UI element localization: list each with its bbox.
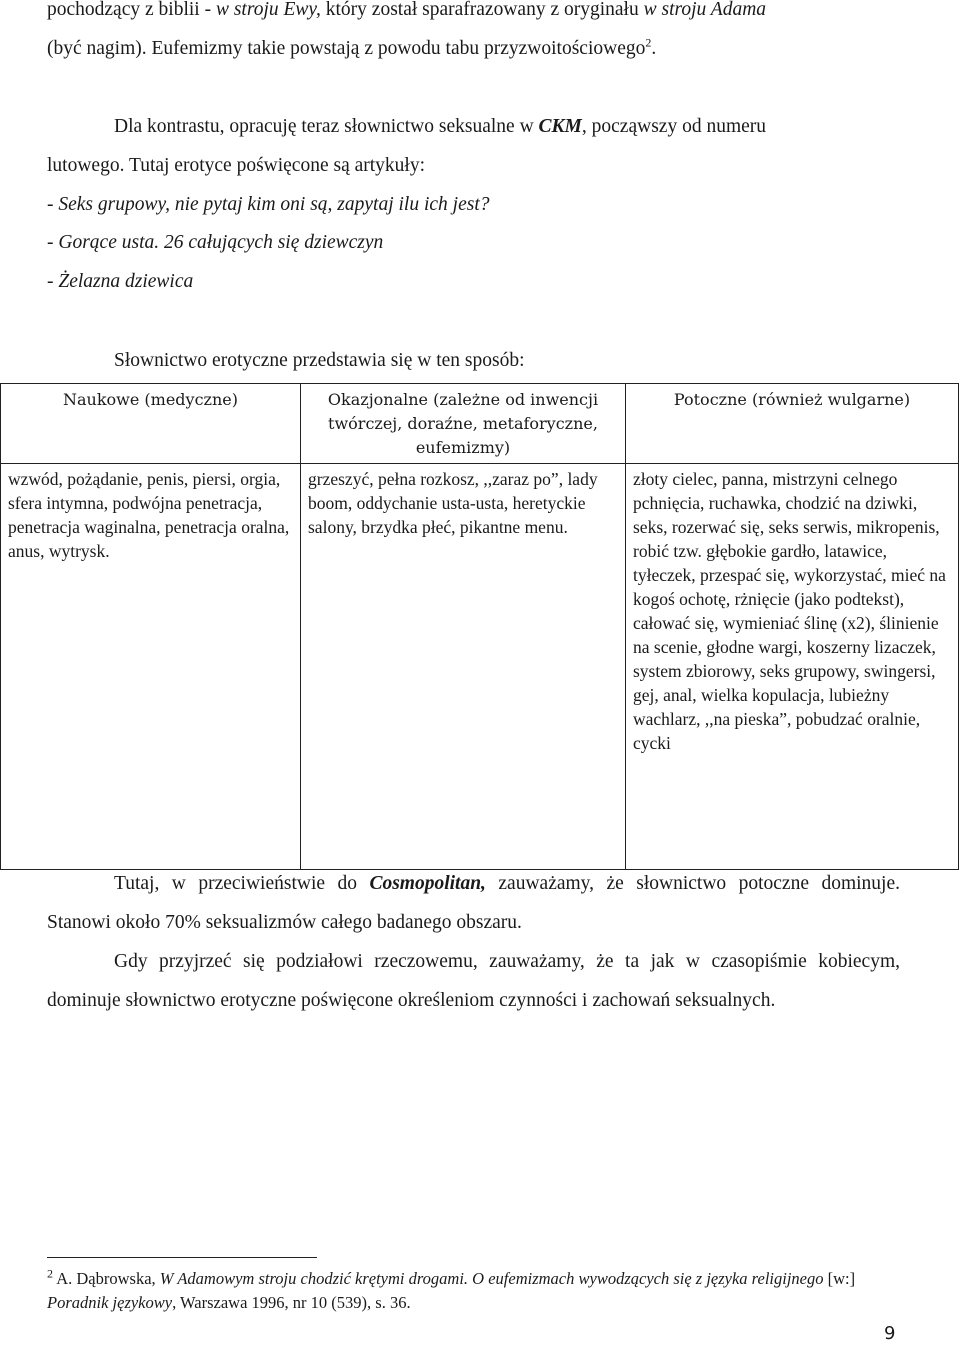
- ckm-line-2: lutowego. Tutaj erotyce poświęcone są artykuły:: [47, 155, 426, 176]
- footnote-ref[interactable]: 2: [645, 35, 652, 50]
- table-row: [1, 464, 959, 870]
- article-item: - Gorące usta. 26 całujących się dziewczyn: [47, 232, 384, 253]
- header-colloquial: Potoczne (również wulgarne): [626, 384, 959, 464]
- table-header-row: [1, 384, 959, 464]
- magazine-name: Cosmopolitan,: [369, 873, 486, 894]
- table-intro: Słownictwo erotyczne przedstawia się w ten sposób:: [114, 350, 525, 371]
- article-item: - Żelazna dziewica: [47, 271, 194, 292]
- cell-colloquial: złoty cielec, panna, mistrzyni celnego pchnięcia, ruchawka, chodzić na dziwki, seks, rozerwać się, seks serwis, mikropenis, robić tzw. głębokie gardło, latawice, tyłeczek, przespać się, wykorzystać, mieć na kogoś ochotę, rżnięcie (jako podtekst), całować się, wymieniać ślinę (x2), ślinienie na scenie, głodne wargi, koszerny lizaczek, system zbiorowy, seks grupowy, swingersi, gej, anal, wielka kopulacja, lubieżny wachlarz, ,,na pieska”, pobudzać oralnie, cycki: [626, 464, 959, 870]
- intro-line-2: (być nagim). Eufemizmy takie powstają z powodu tabu przyzwoitościowego$^2$.: [47, 35, 657, 59]
- cell-scientific: wzwód, pożądanie, penis, piersi, orgia, sfera intymna, podwójna penetracja, penetracja waginalna, penetracja oralna, anus, wytrysk.: [1, 464, 301, 870]
- magazine-name: CKM: [538, 116, 582, 137]
- page-number: 9: [884, 1323, 896, 1344]
- paragraph-cosmopolitan: Tutaj, w przeciwieństwie do Cosmopolitan, zauważamy, że słownictwo potoczne dominuje. Stanowi około 70% seksualizmów całego badanego obszaru.: [47, 873, 900, 933]
- header-scientific: Naukowe (medyczne): [1, 384, 301, 464]
- italic-phrase: w stroju Adama: [643, 0, 767, 20]
- ckm-line-1: Dla kontrastu, opracuję teraz słownictwo seksualne w CKM, począwszy od numeru: [114, 116, 767, 137]
- intro-line-1: pochodzący z biblii - w stroju Ewy, który został sparafrazowany z oryginału w stroju Adama: [47, 0, 767, 20]
- header-occasional: Okazjonalne (zależne od inwencji twórczej, doraźne, metaforyczne, eufemizmy): [301, 384, 626, 464]
- footnote-separator: [47, 1257, 317, 1258]
- italic-phrase: w stroju Ewy,: [215, 0, 321, 20]
- vocabulary-table: [0, 383, 959, 870]
- footnote: $^2$ A. Dąbrowska, W Adamowym stroju chodzić krętymi drogami. O eufemizmach wywodzących się z języka religijnego [w:] Poradnik językowy, Warszawa 1996, nr 10 (539), s. 36.: [47, 1266, 856, 1312]
- footnote-number: 2: [47, 1266, 53, 1281]
- article-item: - Seks grupowy, nie pytaj kim oni są, zapytaj ilu ich jest?: [47, 194, 490, 215]
- paragraph-categories: Gdy przyjrzeć się podziałowi rzeczowemu, zauważamy, że ta jak w czasopiśmie kobiecym, dominuje słownictwo erotyczne poświęcone określeniom czynności i zachowań seksualnych.: [47, 951, 900, 1011]
- cell-occasional: grzeszyć, pełna rozkosz, ,,zaraz po”, lady boom, oddychanie usta-usta, heretyckie salony, brzydka płeć, pikantne menu.: [301, 464, 626, 870]
